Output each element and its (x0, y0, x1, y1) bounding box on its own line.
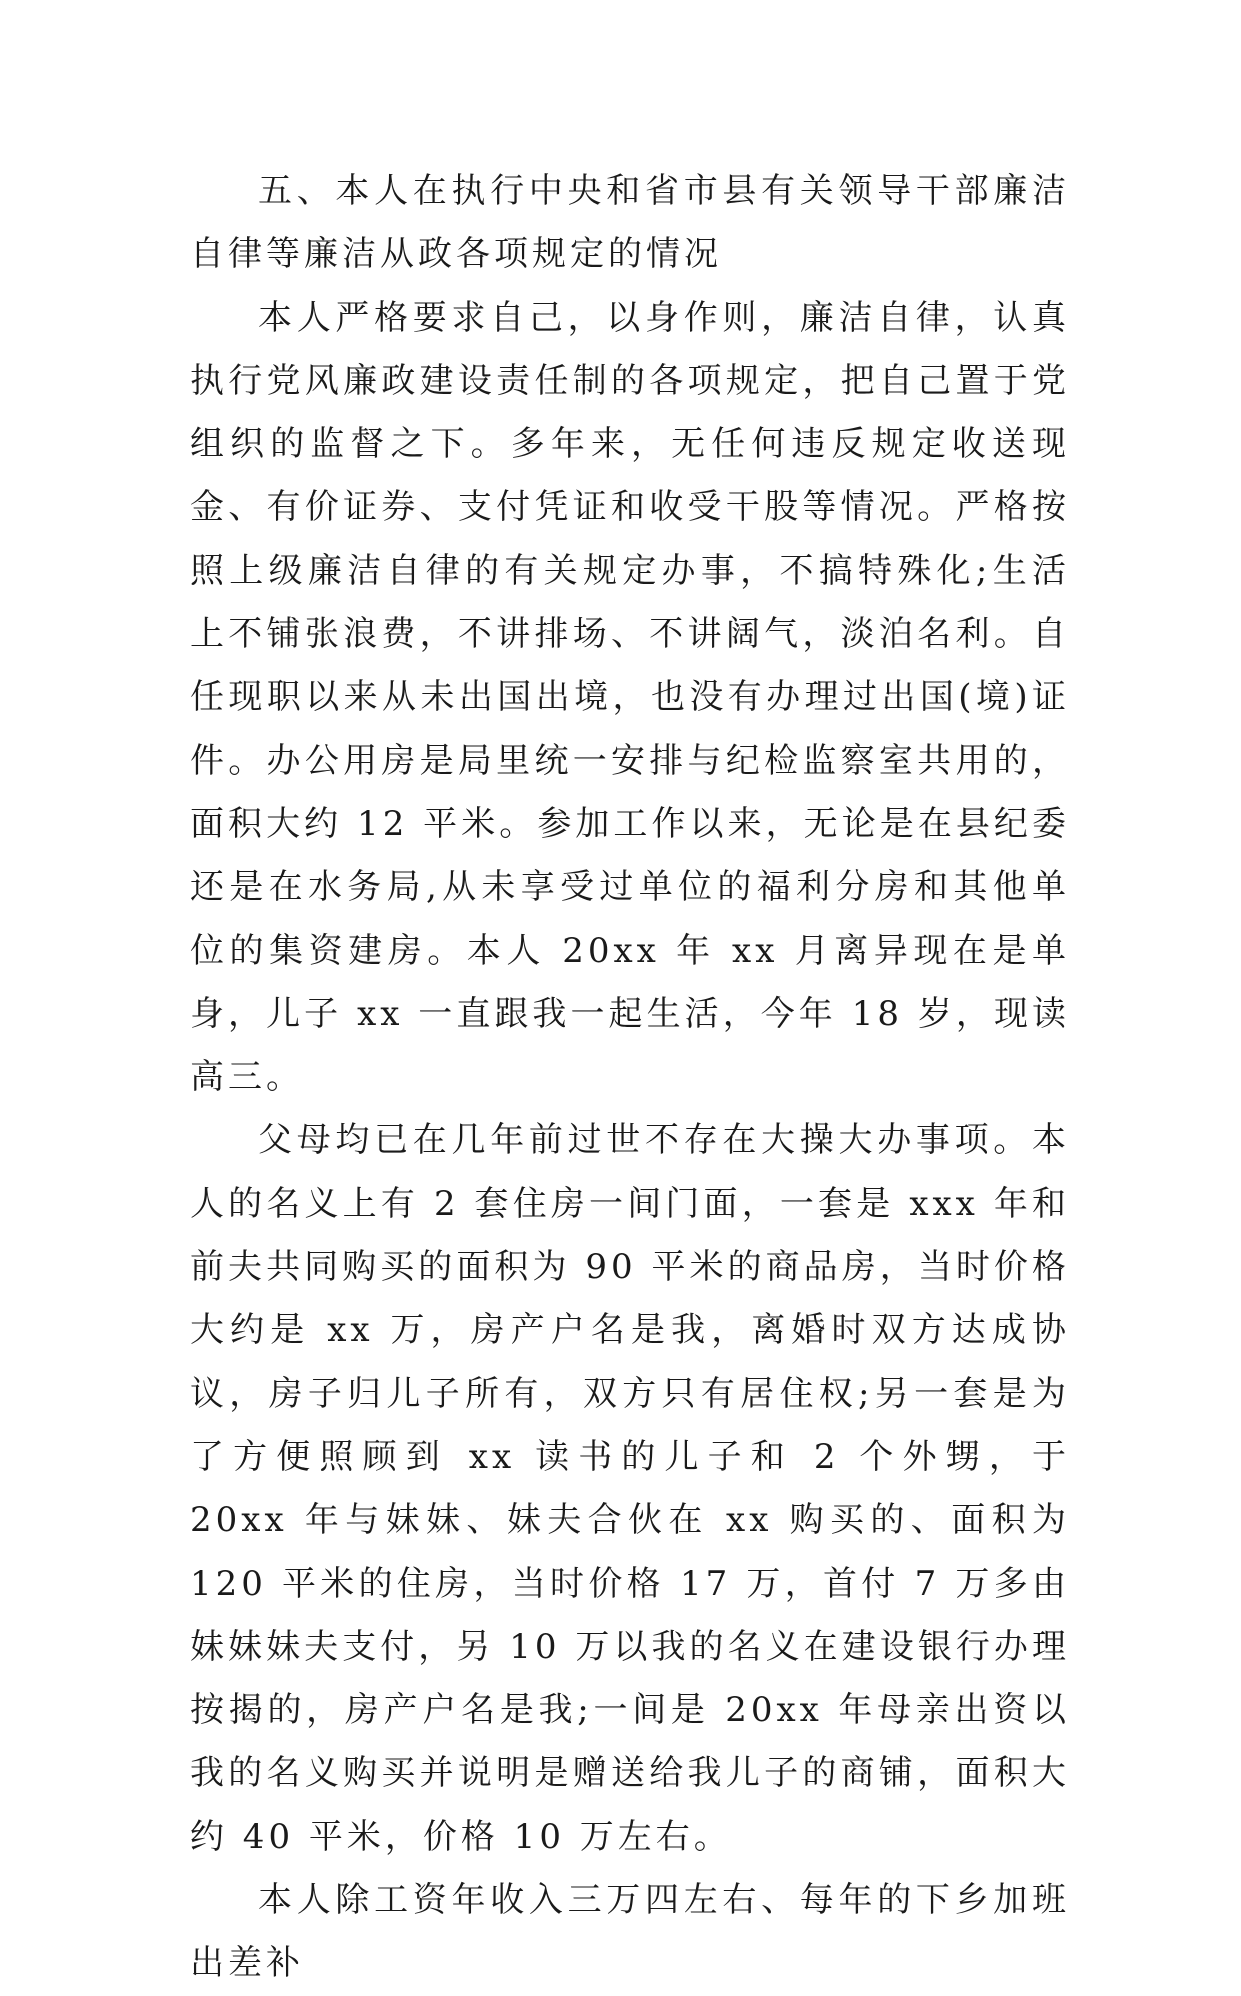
section-heading-paragraph: 五、本人在执行中央和省市县有关领导干部廉洁自律等廉洁从政各项规定的情况 (190, 171, 1070, 275)
body-paragraph-income: 本人除工资年收入三万四左右、每年的下乡加班出差补 (190, 1880, 1070, 1984)
body-paragraph-integrity: 本人严格要求自己，以身作则，廉洁自律，认真执行党风廉政建设责任制的各项规定，把自己置于党组织的监督之下。多年来，无任何违反规定收送现金、有价证券、支付凭证和收受干股等情况。严格按照上级廉洁自律的有关规定办事，不搞特殊化;生活上不铺张浪费，不讲排场、不讲阔气，淡泊名利。自任现职以来从未出国出境，也没有办理过出国(境)证件。办公用房是局里统一安排与纪检监察室共用的，面积大约 12 平米。参加工作以来，无论是在县纪委还是在水务局,从未享受过单位的福利分房和其他单位的集资建房。本人 20xx 年 xx 月离异现在是单身，儿子 xx 一直跟我一起生活，今年 18 岁，现读高三。 (190, 297, 1070, 1098)
body-paragraph-housing: 父母均已在几年前过世不存在大操大办事项。本人的名义上有 2 套住房一间门面，一套是 xxx 年和前夫共同购买的面积为 90 平米的商品房，当时价格大约是 xx 万，房产户名是我，离婚时双方达成协议，房子归儿子所有，双方只有居住权;另一套是为了方便照顾到 xx 读书的儿子和 2 个外甥，于 20xx 年与妹妹、妹夫合伙在 xx 购买的、面积为 120 平米的住房，当时价格 17 万，首付 7 万多由妹妹妹夫支付，另 10 万以我的名义在建设银行办理按揭的，房产户名是我;一间是 20xx 年母亲出资以我的名义购买并说明是赠送给我儿子的商铺，面积大约 40 平米，价格 10 万左右。 (190, 1120, 1070, 1857)
document-page (190, 160, 1070, 1996)
